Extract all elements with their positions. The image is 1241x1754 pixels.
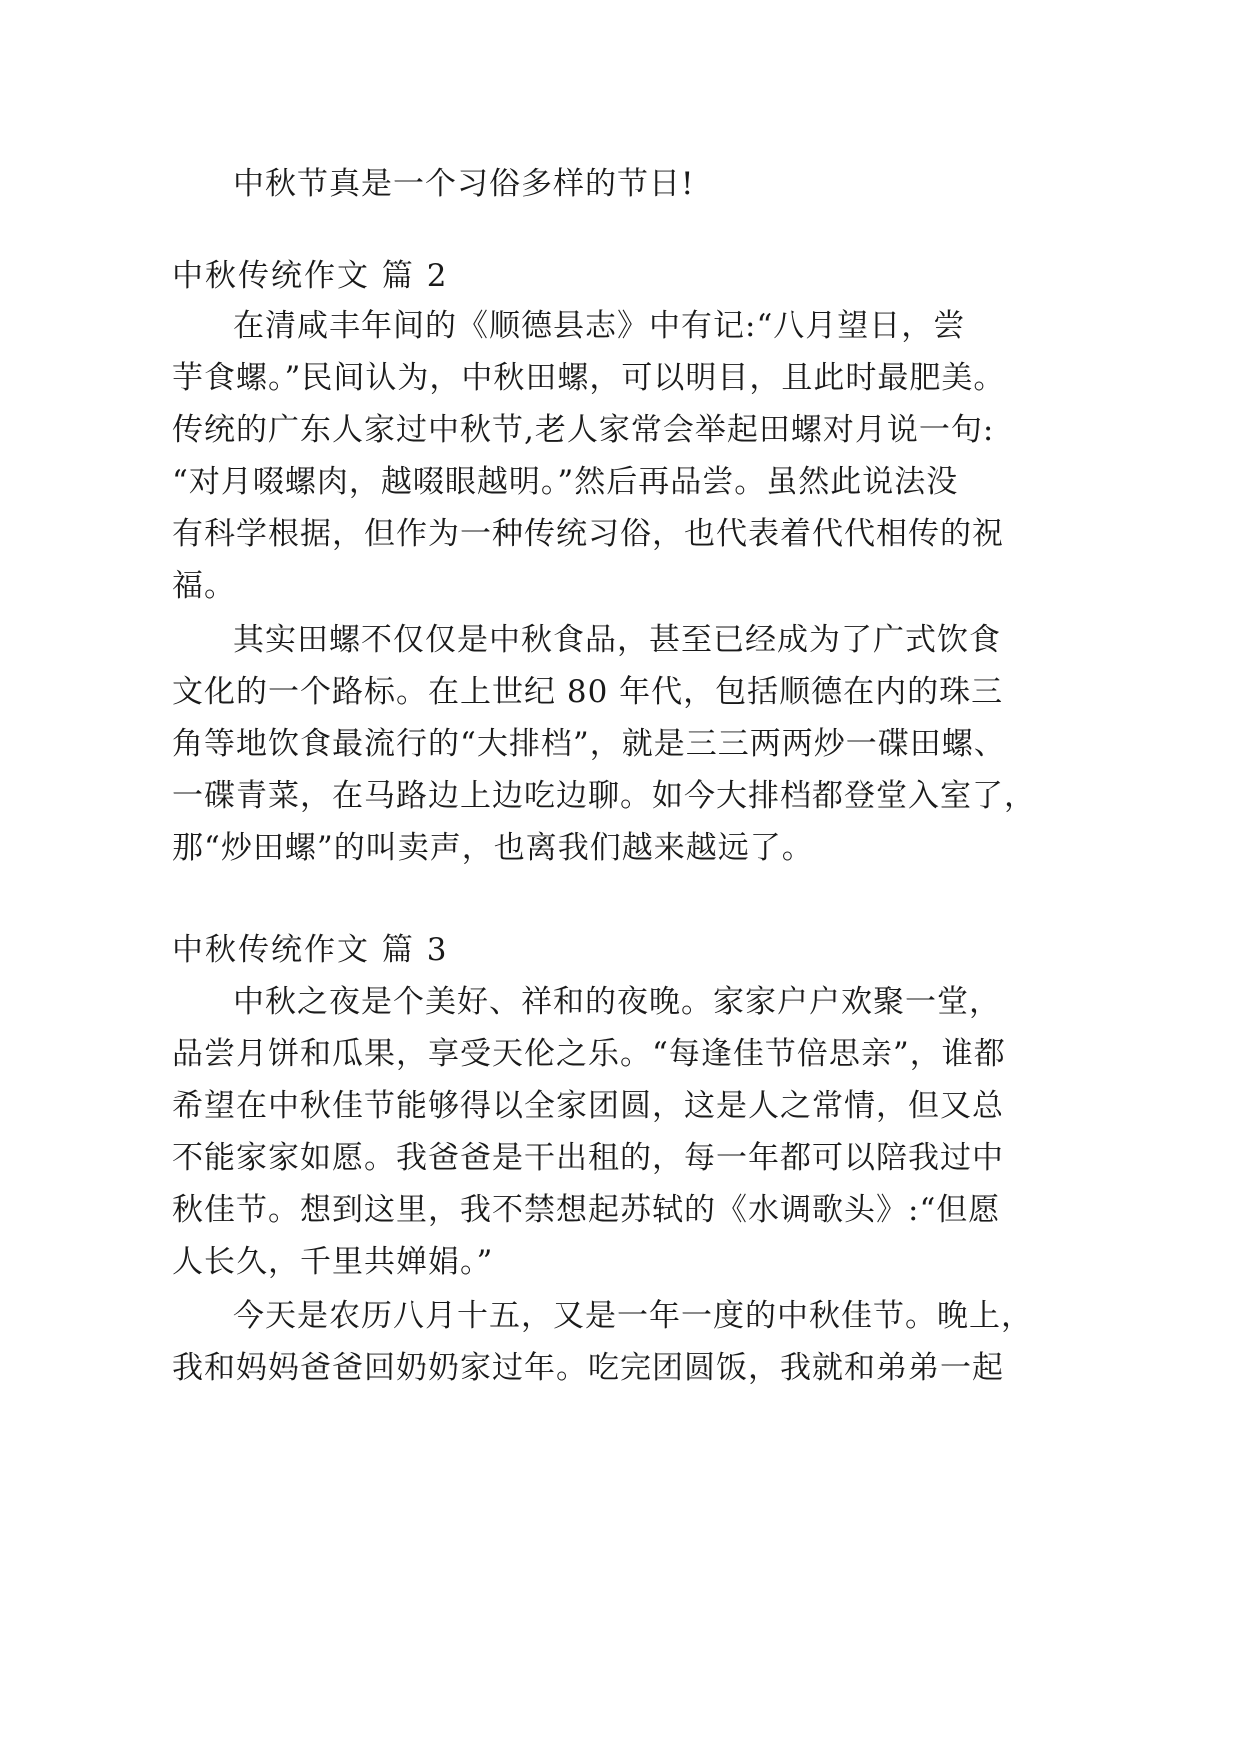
paragraph-line: 有科学根据，但作为一种传统习俗，也代表着代代相传的祝 [172, 516, 1004, 552]
paragraph-line: “对月啜螺肉，越啜眼越明。”然后再品尝。虽然此说法没 [172, 464, 959, 500]
paragraph-line: 其实田螺不仅仅是中秋食品，甚至已经成为了广式饮食 [233, 622, 1001, 658]
paragraph-line: 人长久，千里共婵娟。” [172, 1244, 494, 1280]
paragraph-line: 那“炒田螺”的叫卖声，也离我们越来越远了。 [172, 830, 814, 866]
paragraph-line: 一碟青菜，在马路边上边吃边聊。如今大排档都登堂入室了， [172, 778, 1036, 814]
section-heading: 中秋传统作文 篇 2 [172, 258, 449, 294]
paragraph-line: 品尝月饼和瓜果，享受天伦之乐。“每逢佳节倍思亲”，谁都 [172, 1036, 1006, 1072]
paragraph-line: 我和妈妈爸爸回奶奶家过年。吃完团圆饭，我就和弟弟一起 [172, 1350, 1004, 1386]
paragraph-line: 在清咸丰年间的《顺德县志》中有记:“八月望日，尝 [233, 308, 966, 344]
paragraph-line: 秋佳节。想到这里，我不禁想起苏轼的《水调歌头》:“但愿 [172, 1192, 1001, 1228]
paragraph-line: 福。 [172, 568, 236, 604]
paragraph-line: 今天是农历八月十五，又是一年一度的中秋佳节。晚上， [233, 1298, 1033, 1334]
paragraph-line: 角等地饮食最流行的“大排档”，就是三三两两炒一碟田螺、 [172, 726, 1006, 762]
paragraph-line: 传统的广东人家过中秋节,老人家常会举起田螺对月说一句: [172, 412, 995, 448]
paragraph-line: 文化的一个路标。在上世纪 80 年代，包括顺德在内的珠三 [172, 674, 1004, 710]
paragraph-line: 希望在中秋佳节能够得以全家团圆，这是人之常情，但又总 [172, 1088, 1004, 1124]
paragraph-line: 不能家家如愿。我爸爸是干出租的，每一年都可以陪我过中 [172, 1140, 1004, 1176]
paragraph-line: 芋食螺。”民间认为，中秋田螺，可以明目，且此时最肥美。 [172, 360, 1006, 396]
intro-line: 中秋节真是一个习俗多样的节日! [233, 166, 695, 202]
section-heading: 中秋传统作文 篇 3 [172, 932, 449, 968]
paragraph-line: 中秋之夜是个美好、祥和的夜晚。家家户户欢聚一堂， [233, 984, 1001, 1020]
